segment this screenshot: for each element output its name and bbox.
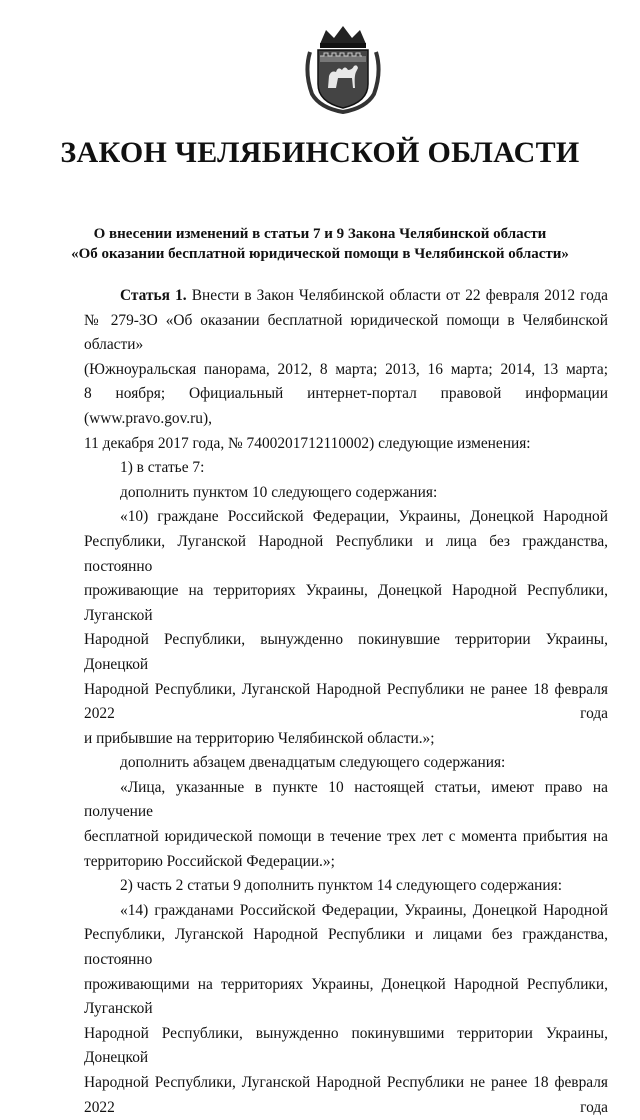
body-line: и прибывшие на территорию Челябинской области.»; (84, 729, 435, 747)
body-line: Народной Республики, Луганской Народной Республики не ранее 18 февраля 2022 года (84, 680, 608, 723)
subtitle-line-2: «Об оказании бесплатной юридической помощи в Челябинской области» (71, 246, 569, 262)
body-line: «Лица, указанные в пункте 10 настоящей статьи, имеют право на получение (84, 778, 608, 821)
law-body (84, 284, 608, 1120)
body-line: территорию Российской Федерации.»; (84, 852, 335, 870)
body-line: «10) граждане Российской Федерации, Украины, Донецкой Народной (120, 508, 608, 526)
body-line: дополнить пунктом 10 следующего содержания: (120, 483, 438, 501)
law-subtitle (60, 224, 580, 264)
body-line: № 279-ЗО «Об оказании бесплатной юридической помощи в Челябинской области» (84, 311, 608, 354)
body-line: Народной Республики, вынужденно покинувшие территории Украины, Донецкой (84, 631, 608, 673)
body-line: 2) часть 2 статьи 9 дополнить пунктом 14 следующего содержания: (120, 877, 562, 895)
body-line: Народной Республики, Луганской Народной Республики не ранее 18 февраля 2022 года (84, 1074, 608, 1116)
body-line: дополнить абзацем двенадцатым следующего содержания: (120, 754, 506, 772)
article-label: Статья 1. (120, 287, 187, 304)
subtitle-line-1: О внесении изменений в статьи 7 и 9 Закона Челябинской области (93, 226, 547, 242)
body-line: (Южноуральская панорама, 2012, 8 марта; 2013, 16 марта; 2014, 13 марта; (84, 360, 608, 378)
body-line: «14) гражданами Российской Федерации, Украины, Донецкой Народной (120, 901, 608, 919)
coat-of-arms-icon (298, 22, 388, 114)
body-line: 8 ноября; Официальный интернет-портал правовой информации (www.pravo.gov.ru), (84, 385, 608, 427)
body-line: проживающими на территориях Украины, Донецкой Народной Республики, Луганской (84, 975, 608, 1018)
body-line: проживающие на территориях Украины, Донецкой Народной Республики, Луганской (84, 582, 608, 624)
body-line: 1) в статье 7: (120, 459, 205, 477)
body-line: Народной Республики, вынужденно покинувшими территории Украины, Донецкой (84, 1024, 608, 1067)
law-title: ЗАКОН ЧЕЛЯБИНСКОЙ ОБЛАСТИ (60, 136, 580, 169)
body-line: Республики, Луганской Народной Республики и лица без гражданства, постоянно (84, 532, 608, 575)
body-line: 11 декабря 2017 года, № 7400201712110002) следующие изменения: (84, 434, 531, 452)
article-text: Внести в Закон Челябинской области от 22 февраля 2012 года (191, 287, 608, 304)
body-line: бесплатной юридической помощи в течение трех лет с момента прибытия на (84, 828, 608, 846)
body-line: Республики, Луганской Народной Республики и лицами без гражданства, постоянно (84, 926, 608, 969)
article-1-first-line (84, 284, 608, 309)
